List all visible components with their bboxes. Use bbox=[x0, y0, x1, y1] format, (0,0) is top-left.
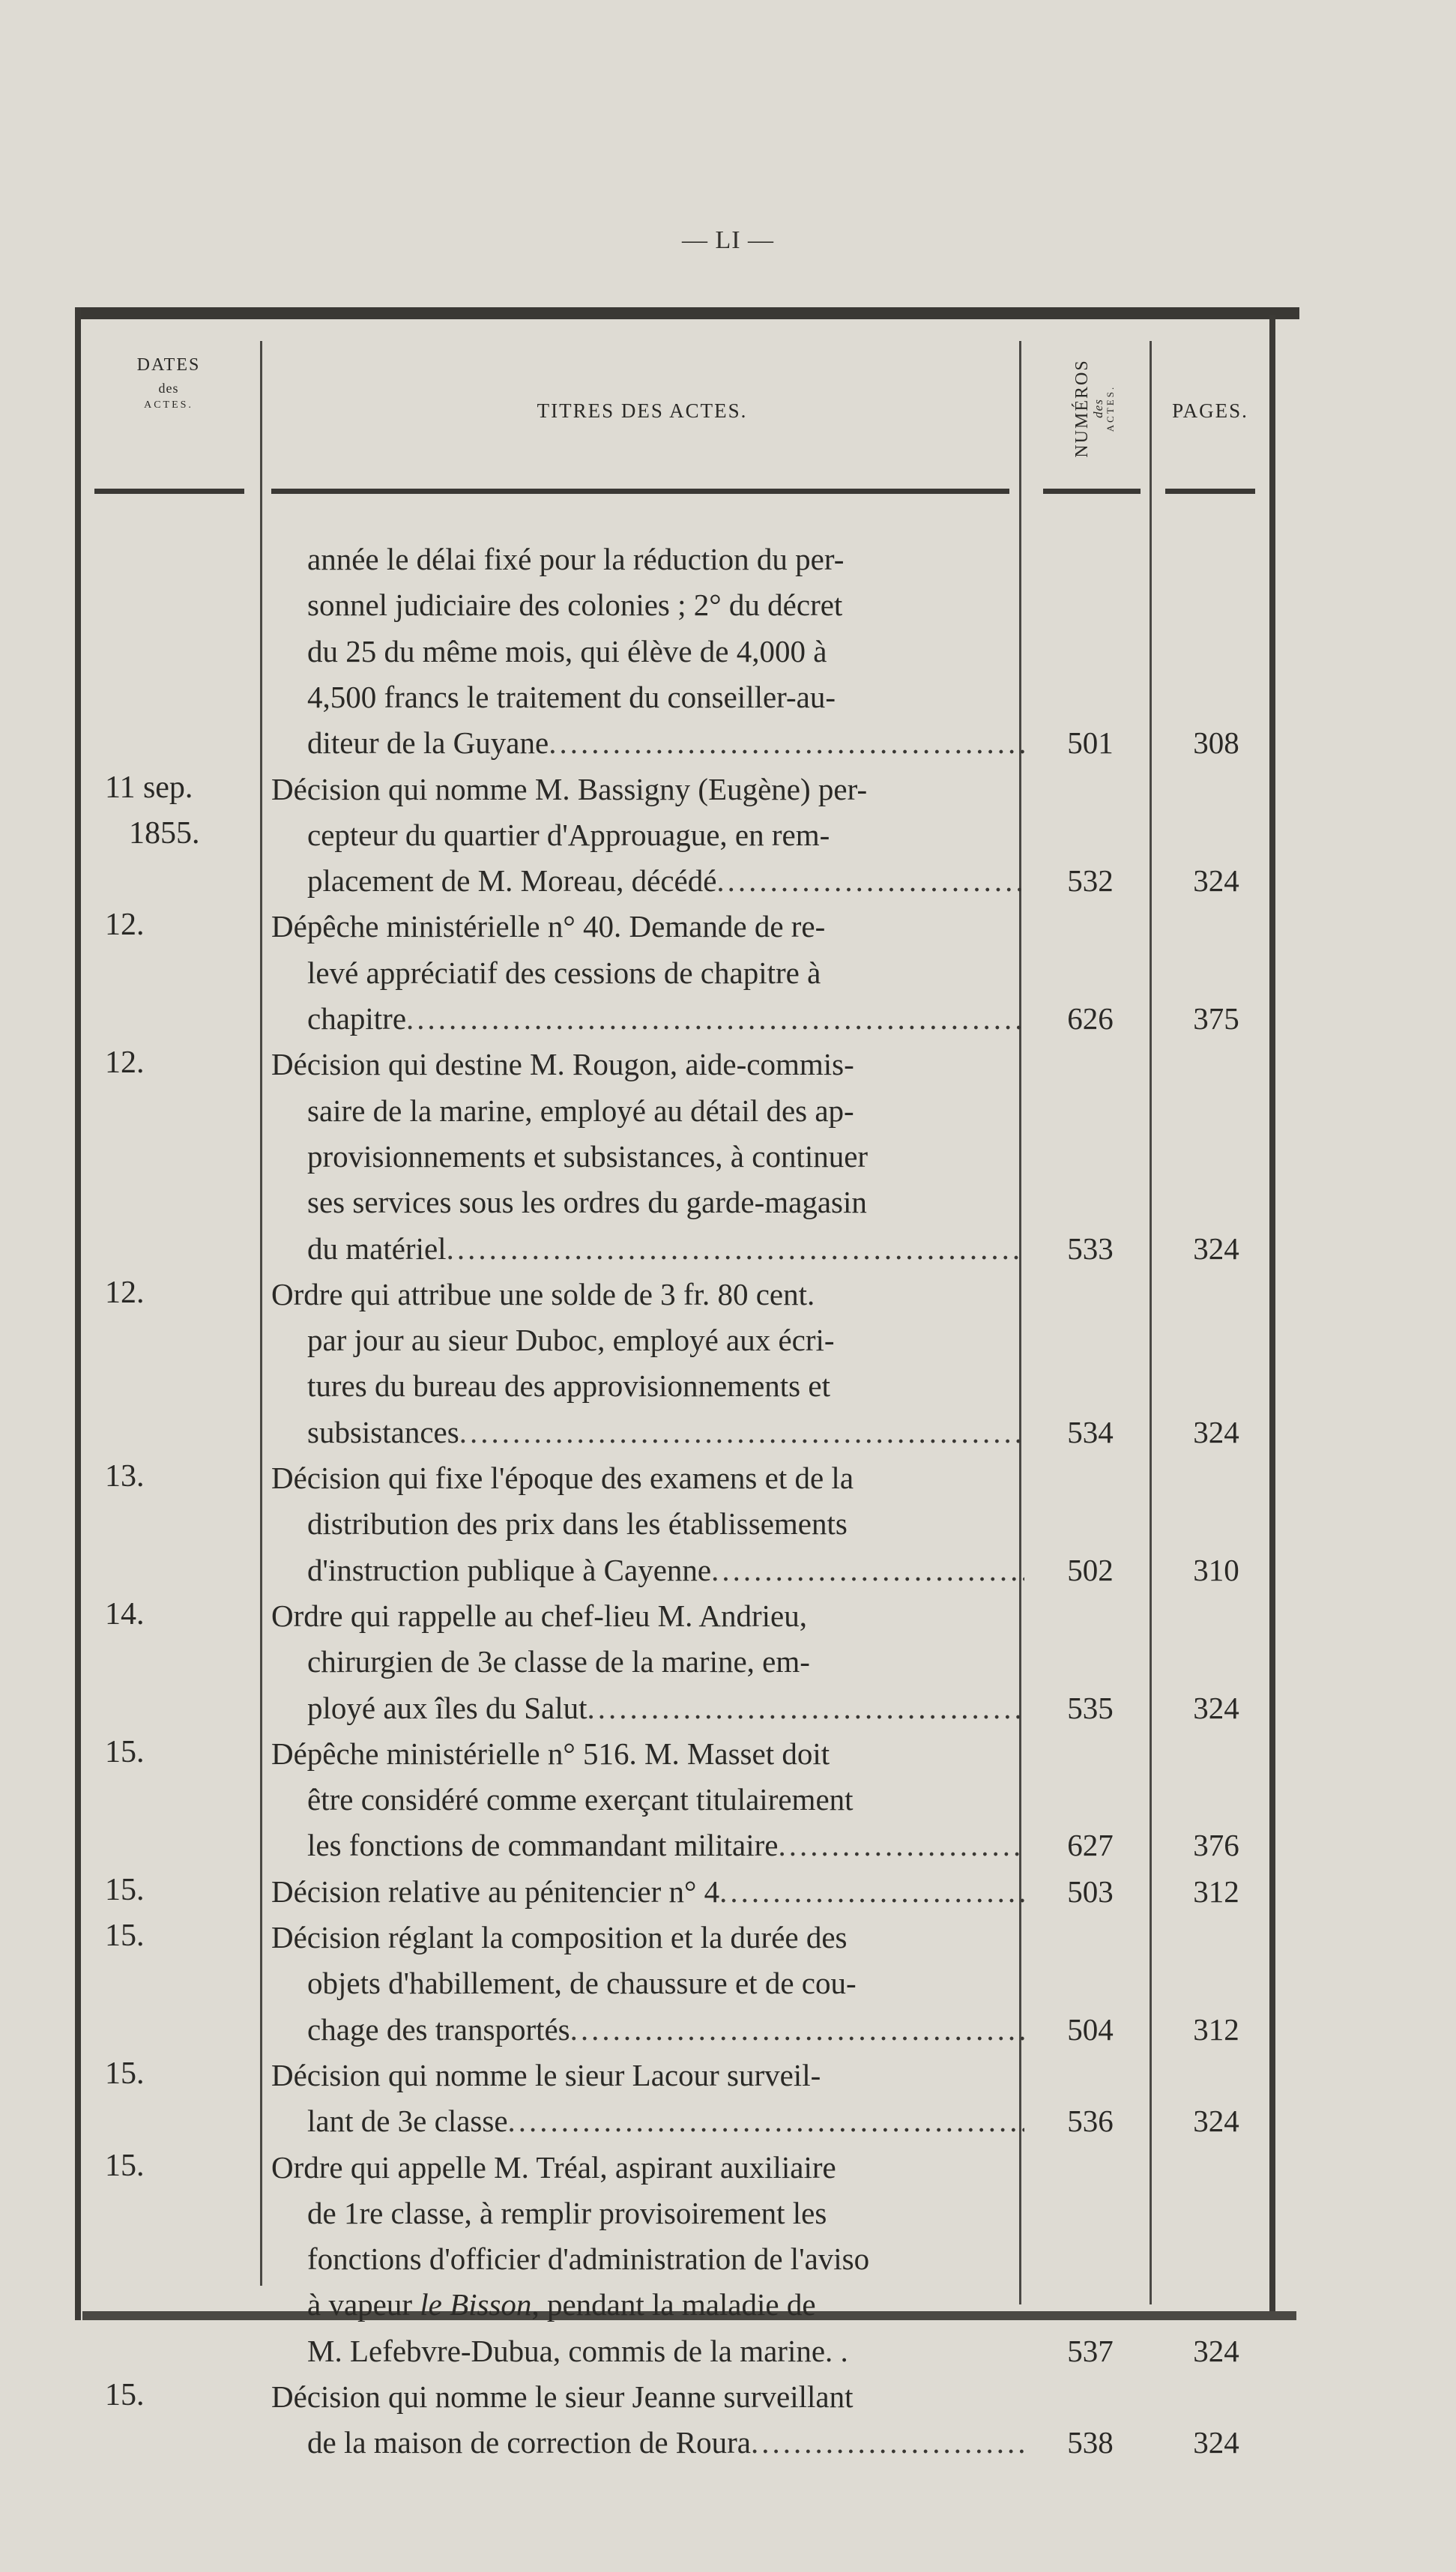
entry-date-year: 1855. bbox=[129, 815, 200, 851]
entry-date: 11 sep. bbox=[105, 770, 193, 805]
entry-numero: 535 bbox=[1067, 1690, 1114, 1725]
entry-numero: 536 bbox=[1067, 2104, 1114, 2139]
entry-title-line: Décision qui nomme le sieur Lacour surveil- bbox=[271, 2057, 821, 2092]
entry-numero: 627 bbox=[1067, 1828, 1114, 1863]
entry-date: 15. bbox=[105, 1734, 145, 1769]
header-rule-titles bbox=[271, 489, 1009, 494]
entry-date: 12. bbox=[105, 1275, 145, 1310]
entry-title-line: être considéré comme exerçant titulairement bbox=[307, 1782, 854, 1817]
entry-title-line: Ordre qui attribue une solde de 3 fr. 80 cent. bbox=[271, 1276, 815, 1311]
entry-title-line: placement de M. Moreau, décédé ..... bbox=[307, 863, 1024, 899]
entry-title-line: Décision relative au pénitencier n° 4 ..... bbox=[271, 1874, 1024, 1910]
entry-title-line: fonctions d'officier d'administration de l'aviso bbox=[307, 2242, 870, 2277]
entry-title-line: par jour au sieur Duboc, employé aux écri- bbox=[307, 1323, 835, 1358]
column-divider-numeros bbox=[1150, 341, 1152, 2304]
entry-numero: 533 bbox=[1067, 1231, 1114, 1266]
table-top-rule bbox=[75, 307, 1299, 319]
entry-page: 324 bbox=[1193, 863, 1239, 899]
entry-title-line: lant de 3e classe ..... bbox=[307, 2103, 1024, 2139]
entry-title-line: subsistances ..... bbox=[307, 1414, 1024, 1450]
entry-numero: 504 bbox=[1067, 2011, 1114, 2047]
entry-page: 376 bbox=[1193, 1828, 1239, 1863]
entry-date: 14. bbox=[105, 1596, 145, 1631]
entry-title-line: Dépêche ministérielle n° 40. Demande de re- bbox=[271, 909, 826, 944]
entry-title-line: Ordre qui appelle M. Tréal, aspirant auxiliaire bbox=[271, 2149, 836, 2185]
table-left-rule bbox=[75, 307, 81, 2320]
entry-title-line: d'instruction publique à Cayenne ..... bbox=[307, 1552, 1024, 1588]
header-dates-line3: ACTES. bbox=[144, 399, 193, 411]
entry-page: 324 bbox=[1193, 2425, 1239, 2460]
header-dates-line2: des bbox=[158, 380, 179, 396]
entry-date: 15. bbox=[105, 1919, 145, 1953]
entry-date: 15. bbox=[105, 2056, 145, 2091]
entry-numero: 537 bbox=[1067, 2333, 1114, 2368]
entry-title-line: M. Lefebvre-Dubua, commis de la marine. . bbox=[307, 2333, 848, 2368]
header-numeros-line1: NUMÉROS bbox=[1072, 359, 1092, 458]
entry-title-line: Décision qui nomme le sieur Jeanne surveillant bbox=[271, 2379, 854, 2414]
entry-title-line: du matériel ..... bbox=[307, 1231, 1024, 1267]
header-numeros bbox=[1049, 333, 1139, 483]
entry-date: 15. bbox=[105, 2378, 145, 2412]
header-rule-numeros bbox=[1043, 489, 1141, 494]
entry-title-line: diteur de la Guyane ..... bbox=[307, 725, 1024, 761]
entry-title-line: Décision qui destine M. Rougon, aide-commis- bbox=[271, 1047, 854, 1082]
page-number: — LI — bbox=[681, 226, 775, 254]
entry-title-line: Décision réglant la composition et la durée des bbox=[271, 1920, 848, 1954]
header-pages: PAGES. bbox=[1172, 399, 1248, 422]
entry-numero: 503 bbox=[1067, 1874, 1114, 1909]
entry-title-line: de la maison de correction de Roura ..... bbox=[307, 2424, 1024, 2460]
entry-date: 12. bbox=[105, 1045, 145, 1081]
entry-title-line: Ordre qui rappelle au chef-lieu M. Andrieu, bbox=[271, 1598, 807, 1633]
header-rule-pages bbox=[1165, 489, 1255, 494]
entry-title-line: 4,500 francs le traitement du conseiller-au- bbox=[307, 679, 836, 714]
entry-title-line: tures du bureau des approvisionnements et bbox=[307, 1368, 830, 1404]
entry-numero: 534 bbox=[1067, 1414, 1114, 1449]
header-numeros-line3: ACTES. bbox=[1104, 384, 1116, 432]
entry-title-line: de 1re classe, à remplir provisoirement les bbox=[307, 2195, 827, 2230]
entry-date: 15. bbox=[105, 2148, 145, 2183]
entry-title-line: du 25 du même mois, qui élève de 4,000 à bbox=[307, 633, 827, 668]
entry-page: 312 bbox=[1193, 2011, 1239, 2047]
entry-title-line: chirurgien de 3e classe de la marine, em- bbox=[307, 1644, 810, 1679]
entry-title-line: sonnel judiciaire des colonies ; 2° du décret bbox=[307, 588, 843, 623]
entry-title-line: chage des transportés ..... bbox=[307, 2011, 1024, 2047]
entry-title-line: objets d'habillement, de chaussure et de cou- bbox=[307, 1966, 857, 2001]
entry-title-line: distribution des prix dans les établissements bbox=[307, 1506, 848, 1542]
entry-title-line: les fonctions de commandant militaire ..... bbox=[307, 1827, 1024, 1863]
entry-title-line: cepteur du quartier d'Approuague, en rem- bbox=[307, 817, 830, 852]
header-numeros-line2: des bbox=[1090, 399, 1105, 418]
entry-page: 324 bbox=[1193, 1690, 1239, 1725]
entry-title-line: année le délai fixé pour la réduction du per- bbox=[307, 542, 845, 576]
entry-title-line: provisionnements et subsistances, à continuer bbox=[307, 1138, 869, 1174]
entry-numero: 532 bbox=[1067, 863, 1114, 899]
entry-page: 324 bbox=[1193, 1231, 1239, 1266]
header-rule-dates bbox=[94, 489, 244, 494]
entry-title-line: Décision qui fixe l'époque des examens et de la bbox=[271, 1461, 854, 1495]
header-dates bbox=[112, 352, 225, 413]
entry-page: 324 bbox=[1193, 2104, 1239, 2139]
entry-title-line: ployé aux îles du Salut ..... bbox=[307, 1690, 1024, 1726]
entry-numero: 538 bbox=[1067, 2425, 1114, 2460]
entry-date: 15. bbox=[105, 1872, 145, 1907]
entry-title-line: chapitre ..... bbox=[307, 1000, 1024, 1036]
header-dates-line1: DATES bbox=[136, 355, 201, 375]
entry-title-line: ses services sous les ordres du garde-magasin bbox=[307, 1185, 867, 1220]
entry-date: 12. bbox=[105, 908, 145, 943]
entry-numero: 501 bbox=[1067, 725, 1114, 761]
column-divider-dates bbox=[260, 341, 262, 2286]
entry-title-line: Décision qui nomme M. Bassigny (Eugène) per- bbox=[271, 771, 868, 806]
entry-title-line: saire de la marine, employé au détail des ap- bbox=[307, 1093, 854, 1128]
entry-page: 310 bbox=[1193, 1552, 1239, 1587]
entry-page: 375 bbox=[1193, 1001, 1239, 1036]
entry-title-line: levé appréciatif des cessions de chapitre à bbox=[307, 955, 821, 990]
entry-date: 13. bbox=[105, 1459, 145, 1494]
header-titles: TITRES DES ACTES. bbox=[537, 399, 748, 422]
entry-page: 312 bbox=[1193, 1874, 1239, 1909]
entry-numero: 502 bbox=[1067, 1552, 1114, 1587]
entry-numero: 626 bbox=[1067, 1001, 1114, 1036]
entry-title-line: Dépêche ministérielle n° 516. M. Masset doit bbox=[271, 1736, 830, 1771]
entry-page: 324 bbox=[1193, 2333, 1239, 2368]
entry-title-line: à vapeur le Bisson, pendant la maladie de bbox=[307, 2287, 816, 2322]
entry-page: 324 bbox=[1193, 1414, 1239, 1449]
entry-page: 308 bbox=[1193, 725, 1239, 761]
